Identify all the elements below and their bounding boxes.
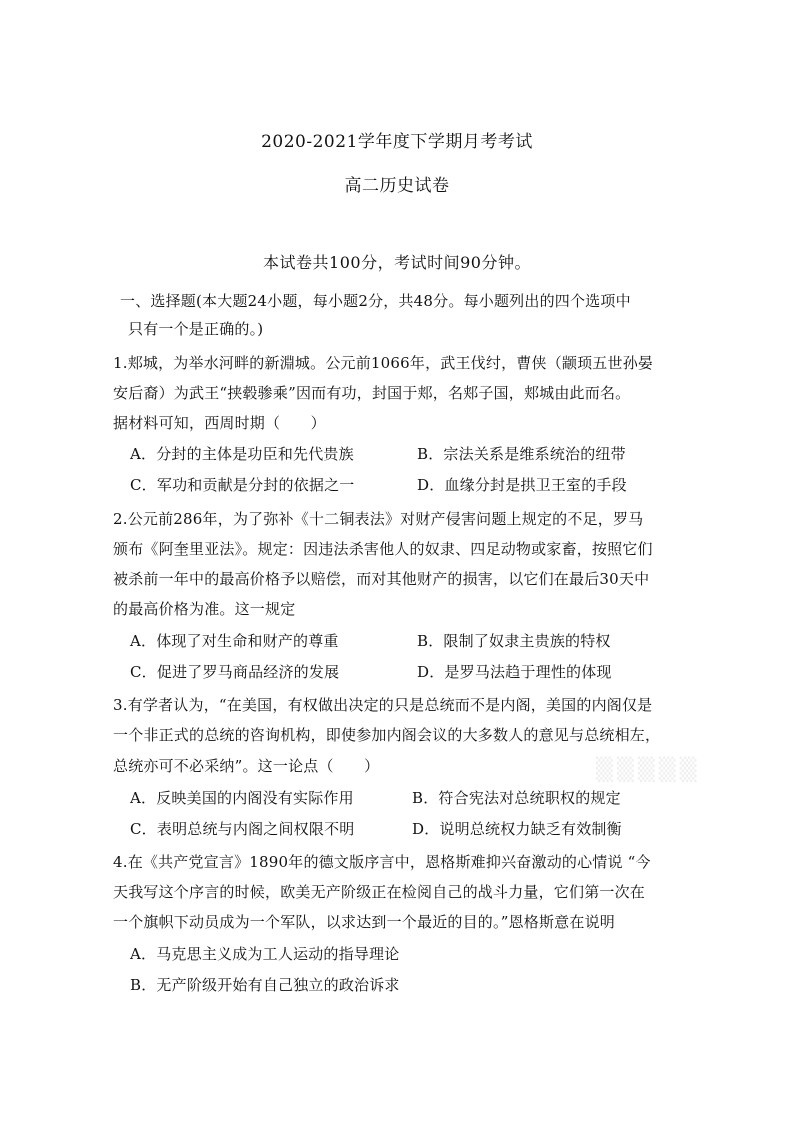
question-3-option-b: B．符合宪法对总统职权的规定 — [412, 789, 621, 807]
question-2-option-d: D．是罗马法趋于理性的体现 — [417, 663, 612, 681]
question-3-line: 3.有学者认为，“在美国，有权做出决定的只是总统而不是内阁，美国的内阁仅是 — [113, 696, 653, 714]
question-2-option-b: B．限制了奴隶主贵族的特权 — [417, 632, 611, 650]
question-1-line: 据材料可知，西周时期（ ） — [113, 414, 326, 432]
question-1-option-a: A．分封的主体是功臣和先代贵族 — [130, 445, 354, 463]
exam-info: 本试卷共100分，考试时间90分钟。 — [263, 253, 531, 272]
question-3-line: 一个非正式的总统的咨询机构，即使参加内阁会议的大多数人的意见与总统相左， — [113, 726, 661, 744]
question-1-line: 安后裔）为武王“挟毂骖乘”因而有功，封国于郏，名郏子国，郏城由此而名。 — [113, 384, 631, 402]
question-4-option-b: B．无产阶级开始有自己独立的政治诉求 — [130, 976, 400, 994]
question-3-option-d: D．说明总统权力缺乏有效制衡 — [412, 820, 622, 838]
section-instruction-line: 一、选择题(本大题24小题，每小题2分，共48分。每小题列出的四个选项中 — [120, 292, 631, 310]
question-2-line: 被杀前一年中的最高价格予以赔偿，而对其他财产的损害，以它们在最后30天中 — [113, 570, 650, 588]
question-1-option-c: C．军功和贡献是分封的依据之一 — [130, 476, 355, 494]
question-2-line: 的最高价格为准。这一规定 — [113, 600, 296, 618]
question-2-option-a: A．体现了对生命和财产的尊重 — [130, 632, 339, 650]
question-4-option-a: A．马克思主义成为工人运动的指导理论 — [130, 945, 400, 963]
question-2-option-c: C．促进了罗马商品经济的发展 — [130, 663, 340, 681]
question-2-line: 2.公元前286年，为了弥补《十二铜表法》对财产侵害问题上规定的不足，罗马 — [113, 510, 644, 528]
question-4-line: 天我写这个序言的时候，欧美无产阶级正在检阅自己的战斗力量，它们第一次在 — [113, 883, 646, 901]
question-3-option-c: C．表明总统与内阁之间权限不明 — [130, 820, 355, 838]
question-1-option-b: B．宗法关系是维系统治的纽带 — [417, 445, 626, 463]
exam-title: 2020-2021学年度下学期月考考试 — [261, 132, 533, 152]
question-3-line: 总统亦可不必采纳”。这一论点（ ） — [113, 757, 380, 775]
question-2-line: 颁布《阿奎里亚法》。规定：因违法杀害他人的奴隶、四足动物或家畜，按照它们 — [113, 540, 653, 558]
question-4-line: 一个旗帜下动员成为一个军队，以求达到一个最近的目的。”恩格斯意在说明 — [113, 913, 615, 931]
watermark: ▒▒▒▒▒ — [596, 758, 701, 783]
question-1-option-d: D．血缘分封是拱卫王室的手段 — [417, 476, 627, 494]
section-instruction-line: 只有一个是正确的。) — [128, 320, 264, 338]
question-4-line: 4.在《共产党宣言》1890年的德文版序言中，恩格斯难抑兴奋激动的心情说 “今 — [113, 853, 651, 871]
question-1-line: 1.郏城，为举水河畔的新淵城。公元前1066年，武王伐纣，曹侠（颛顼五世孙晏 — [113, 354, 654, 372]
question-3-option-a: A．反映美国的内阁没有实际作用 — [130, 789, 354, 807]
paper-title: 高二历史试卷 — [344, 176, 450, 196]
